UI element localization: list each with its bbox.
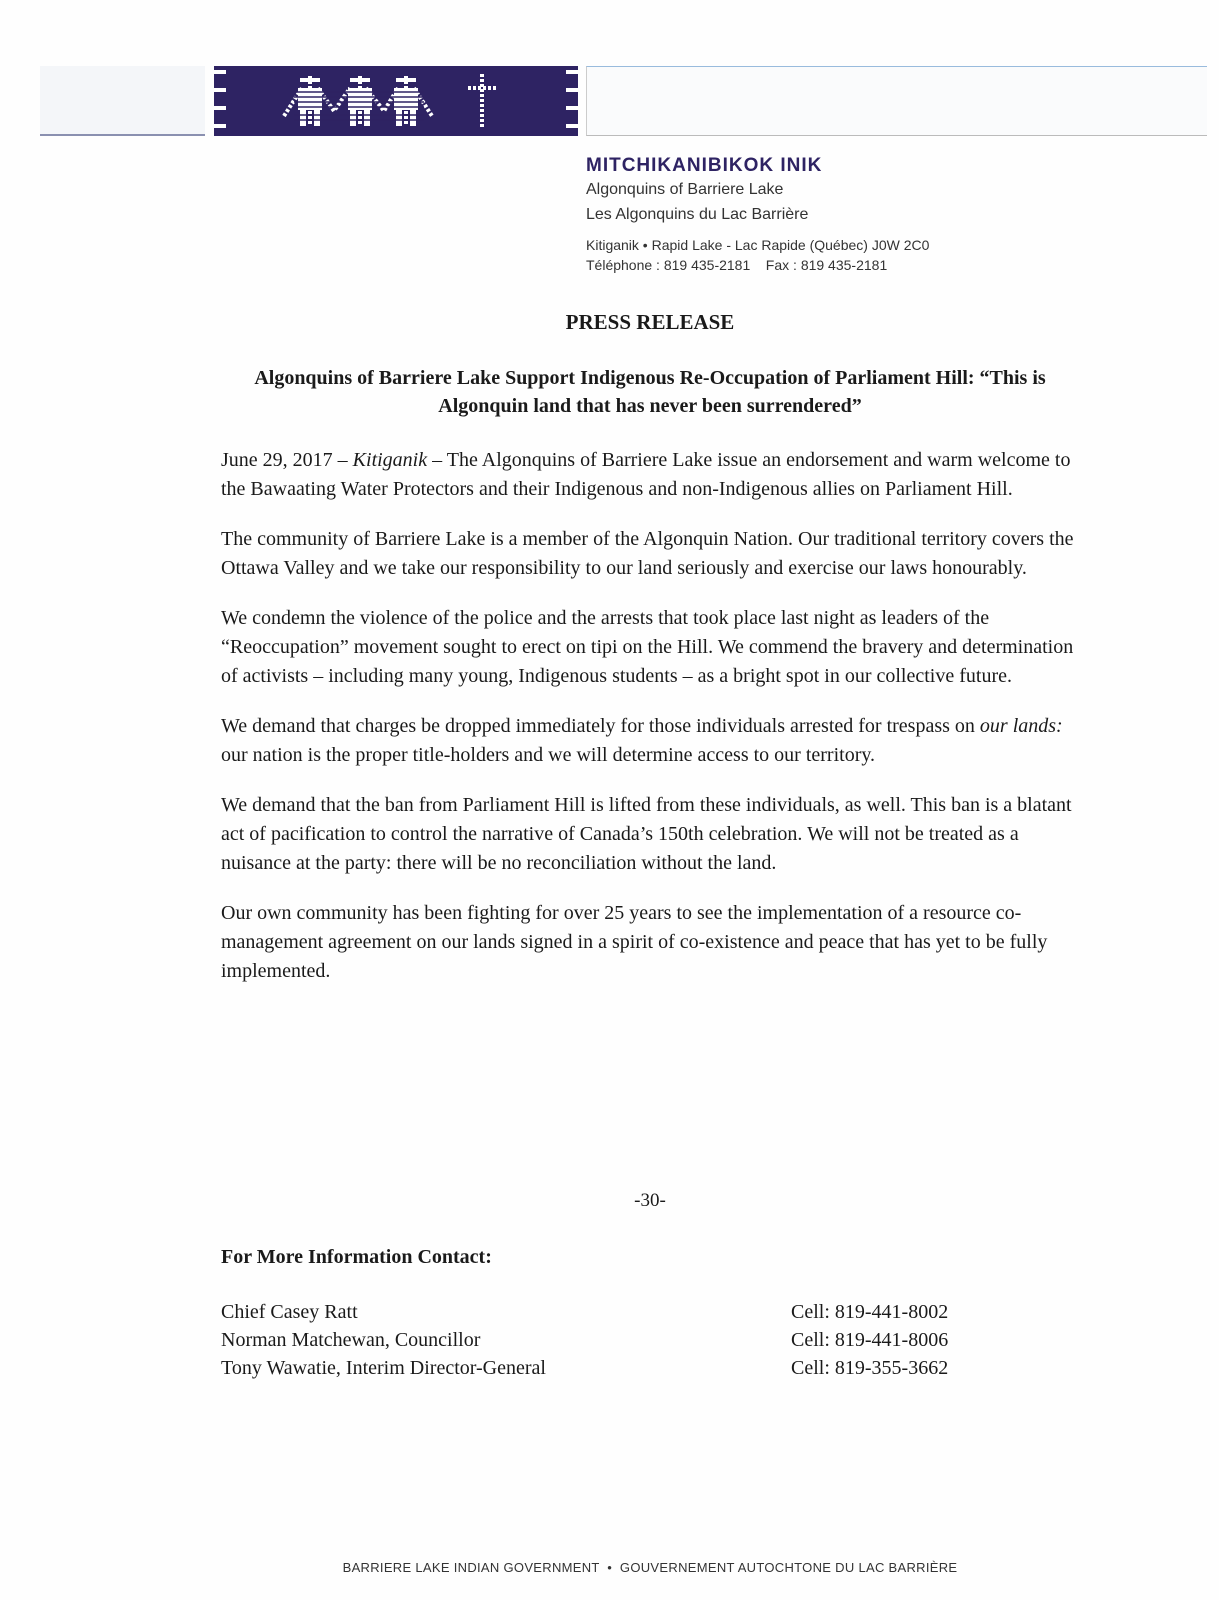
contact-list [221, 1298, 981, 1382]
phone-fax: Téléphone : 819 435-2181 Fax : 819 435-2181 [586, 257, 888, 273]
paragraph-text: We demand that charges be dropped immediately for those individuals arrested for trespass on [221, 715, 980, 737]
paragraph-text: – The Algonquins of Barriere Lake issue an endorsement and warm welcome to the Bawaating Water Protectors and their Indigenous and non-Indigenous allies on Parliament Hill. [221, 449, 1071, 500]
contact-heading: For More Information Contact: [221, 1246, 492, 1268]
contact-name: Chief Casey Ratt [221, 1301, 358, 1323]
emphasis: our lands: [979, 715, 1063, 737]
document-type: PRESS RELEASE [565, 310, 735, 334]
contact-row [221, 1354, 981, 1382]
paragraph: The community of Barriere Lake is a member of the Algonquin Nation. Our traditional territory covers the Ottawa Valley and we take our responsibility to our land seriously and exercise our laws honourably. [221, 528, 1074, 579]
paragraph [221, 712, 1086, 770]
paragraph: We demand that the ban from Parliament Hill is lifted from these individuals, as well. This ban is a blatant act of pacification to control the narrative of Canada’s 150th celebration. We will not be treated as a nuisance at the party: there will be no reconciliation without the land. [221, 794, 1072, 874]
paragraph [221, 446, 1086, 504]
contact-phone: Cell: 819-355-3662 [791, 1357, 949, 1379]
people-holding-hands-and-cross-logo [214, 66, 578, 136]
paragraph: We condemn the violence of the police and the arrests that took place last night as leaders of the “Reoccupation” movement sought to erect on tipi on the Hill. We commend the bravery and determination of activists – including many young, Indigenous students – as a bright spot in our collective future. [221, 607, 1074, 687]
header-bar-right [586, 66, 1207, 136]
place: Kitiganik [352, 449, 428, 471]
contact-phone: Cell: 819-441-8002 [791, 1301, 949, 1323]
org-name: MITCHIKANIBIKOK INIK [586, 155, 823, 176]
body-text [221, 446, 1086, 1007]
contact-row [221, 1326, 981, 1354]
org-name-en: Algonquins of Barriere Lake [586, 181, 784, 198]
footer: BARRIERE LAKE INDIAN GOVERNMENT • GOUVERNEMENT AUTOCHTONE DU LAC BARRIÈRE [342, 1560, 958, 1575]
end-mark: -30- [634, 1190, 666, 1211]
headline: Algonquins of Barriere Lake Support Indigenous Re-Occupation of Parliament Hill: “This is Algonquin land that has never been surrendered” [254, 367, 1046, 417]
contact-row [221, 1298, 981, 1326]
contact-name: Tony Wawatie, Interim Director-General [221, 1357, 546, 1379]
paragraph-text: our nation is the proper title-holders and we will determine access to our territory. [221, 744, 876, 766]
paragraph: Our own community has been fighting for over 25 years to see the implementation of a resource co-management agreement on our lands signed in a spirit of co-existence and peace that has yet to be fully implemented. [221, 902, 1048, 982]
header-bar-left [40, 66, 205, 136]
address: Kitiganik • Rapid Lake - Lac Rapide (Québec) J0W 2C0 [586, 237, 930, 253]
contact-name: Norman Matchewan, Councillor [221, 1329, 481, 1351]
date: June 29, 2017 – [221, 449, 353, 471]
org-name-fr: Les Algonquins du Lac Barrière [586, 206, 809, 223]
contact-phone: Cell: 819-441-8006 [791, 1329, 949, 1351]
letterhead [586, 155, 929, 275]
